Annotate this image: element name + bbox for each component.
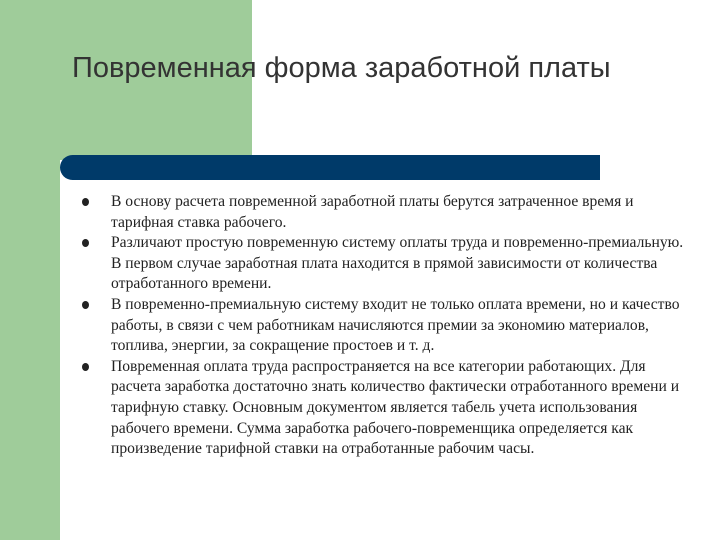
bullet-item-1 bbox=[82, 192, 694, 233]
bullet-item-4 bbox=[82, 357, 694, 460]
bullet-text: В основу расчета повременной заработной платы берутся затраченное время и тарифная ставка рабочего. bbox=[111, 193, 634, 231]
bullet-dot-icon bbox=[82, 301, 89, 309]
bullet-dot-icon bbox=[82, 363, 89, 371]
bullet-item-3 bbox=[82, 295, 694, 357]
decorative-green-block-side bbox=[0, 160, 60, 540]
bullet-text: Различают простую повременную систему оплаты труда и повременно-премиальную. В первом случае заработная плата находится в прямой зависимости от количества отработанного времени. bbox=[111, 234, 684, 293]
title-underline-bar bbox=[60, 155, 600, 180]
bullet-dot-icon bbox=[82, 198, 89, 206]
bullet-item-2 bbox=[82, 233, 694, 295]
bullet-text: Повременная оплата труда распространяется на все категории работающих. Для расчета заработка достаточно знать количество фактически отработанного времени и тарифную ставку. Основным документом является табель учета использования рабочего времени. Сумма заработка рабочего-повременщика определяется как произведение тарифной ставки на отработанные рабочим часы. bbox=[111, 357, 680, 458]
bullet-dot-icon bbox=[82, 239, 89, 247]
bullet-list bbox=[82, 192, 694, 460]
bullet-text: В повременно-премиальную систему входит не только оплата времени, но и качество работы, в связи с чем работникам начисляются премии за экономию материалов, топлива, энергии, за сокращение простоев и т. д. bbox=[111, 295, 680, 355]
slide-title: Повременная форма заработной платы bbox=[72, 52, 611, 84]
